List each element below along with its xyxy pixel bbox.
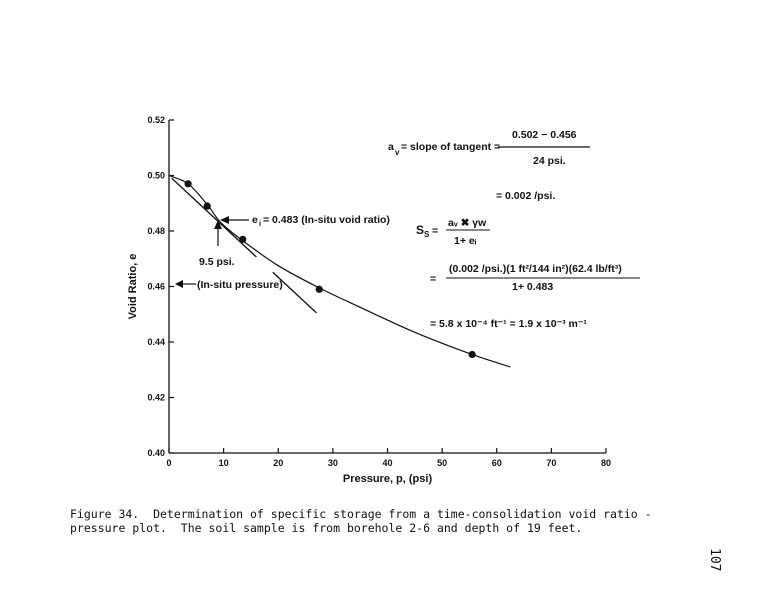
page-number: 107 xyxy=(707,548,722,572)
x-axis-title: Pressure, p, (psi) xyxy=(342,473,433,485)
ei-annotation: = 0.483 (In-situ void ratio) xyxy=(263,214,390,226)
ei-symbol: e xyxy=(252,214,258,226)
data-point xyxy=(185,180,192,187)
ss-substitution-denominator: 1+ 0.483 xyxy=(512,281,554,293)
y-tick-label: 0.44 xyxy=(147,337,165,347)
ss-substitution-equals: = xyxy=(430,273,437,285)
x-tick-label: 40 xyxy=(382,458,393,468)
ss-equation xyxy=(416,217,640,330)
figure-caption: Figure 34. Determination of specific storage from a time-consolidation void ratio - pressure plot. The soil sample is from borehole 2-6 and depth of 19 feet. xyxy=(70,507,652,535)
data-point xyxy=(316,286,323,293)
x-tick-label: 70 xyxy=(546,458,557,468)
y-tick-label: 0.42 xyxy=(147,392,165,403)
x-tick-label: 50 xyxy=(437,458,448,468)
y-tick-label: 0.48 xyxy=(147,226,165,236)
ss-subscript: S xyxy=(424,230,430,239)
psi-label: 9.5 psi. xyxy=(199,256,235,268)
x-tick-label: 0 xyxy=(166,458,172,468)
y-tick-label: 0.52 xyxy=(147,115,165,125)
y-tick-label: 0.46 xyxy=(147,281,165,292)
data-point xyxy=(204,202,211,209)
ss-symbol: S xyxy=(416,223,425,237)
av-definition: = slope of tangent = xyxy=(401,141,501,153)
av-subscript: v xyxy=(395,148,400,157)
x-tick-label: 10 xyxy=(218,458,229,468)
y-tick-label: 0.40 xyxy=(147,448,165,458)
in-situ-annotations xyxy=(175,214,390,291)
tangent-line-segment xyxy=(172,178,257,257)
x-tick-label: 30 xyxy=(327,458,338,468)
av-symbol: a xyxy=(388,141,394,153)
ss-final-result: = 5.8 x 10⁻⁴ ft⁻¹ = 1.9 x 10⁻³ m⁻¹ xyxy=(430,318,587,330)
av-equation xyxy=(388,129,590,202)
ss-fraction-denominator: 1+ eᵢ xyxy=(454,235,477,247)
y-axis-title: Void Ratio, e xyxy=(127,253,139,320)
x-tick-label: 60 xyxy=(491,458,502,468)
ss-equals: = xyxy=(432,225,439,237)
pressure-arrow-head xyxy=(175,280,183,288)
y-tick-label: 0.50 xyxy=(147,170,165,181)
in-situ-pressure-label: (In-situ pressure) xyxy=(197,279,283,291)
ss-substitution-numerator: (0.002 /psi.)(1 ft²/144 in²)(62.4 lb/ft³) xyxy=(449,263,622,275)
data-point xyxy=(469,351,476,358)
av-value: = 0.002 /psi. xyxy=(496,190,556,202)
ei-subscript: i xyxy=(259,219,262,228)
x-tick-label: 20 xyxy=(273,458,284,468)
x-tick-label: 80 xyxy=(600,458,612,468)
ss-fraction-numerator: aᵥ ✖ γw xyxy=(448,217,487,229)
av-fraction-numerator: 0.502 − 0.456 xyxy=(512,129,577,141)
av-fraction-denominator: 24 psi. xyxy=(533,155,566,167)
data-point xyxy=(239,236,246,243)
